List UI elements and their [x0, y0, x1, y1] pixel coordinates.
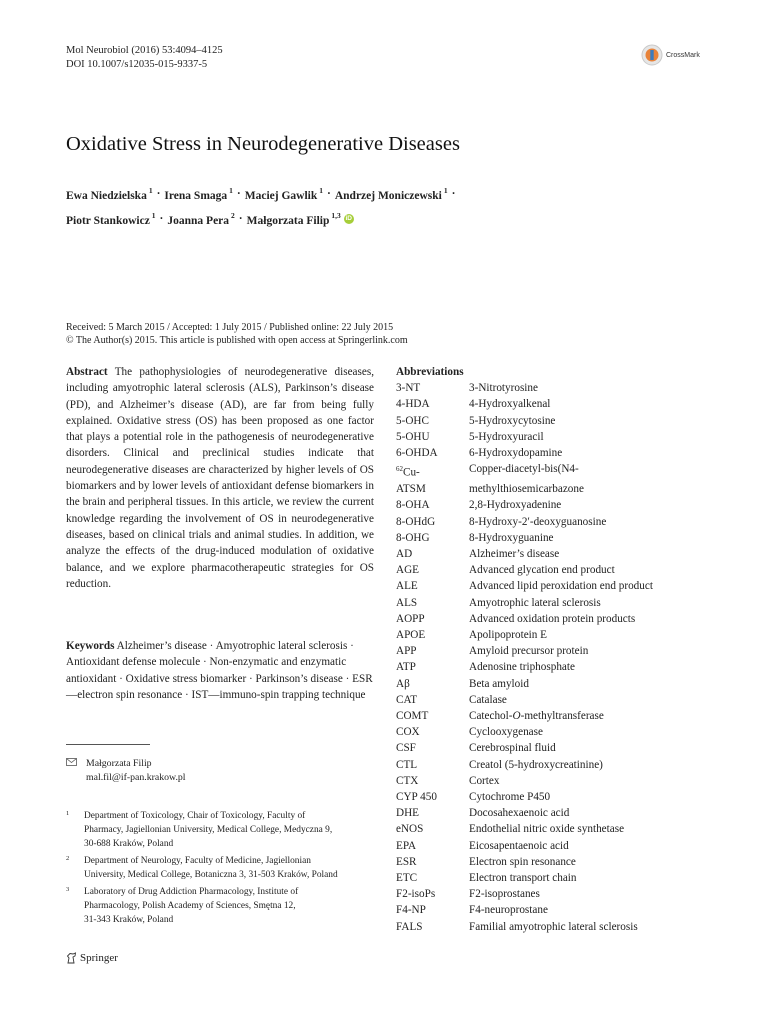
abbreviation-row: [396, 595, 696, 611]
abbreviation-definition: Creatol (5-hydroxycreatinine): [469, 758, 603, 771]
abbreviation-term: AOPP: [396, 612, 425, 625]
abbreviation-row: [396, 708, 696, 724]
abbreviation-row: [396, 757, 696, 773]
abstract-text: The pathophysiologies of neurodegenerative diseases, including amyotrophic lateral sclerosis (ALS), Parkinson’s disease (PD), and Alzheimer’s disease (AD), are far from being fully explained. Oxidative stress (OS) has been proposed as one factor that plays a potential role in the pathogenesis of neurodegenerative disorders. Clinical and preclinical studies indicate that neurodegenerative diseases are characterized by higher levels of OS biomarkers and by lower levels of antioxidant defense biomarkers in the brain and peripheral tissues. In this article, we review the current knowledge regarding the involvement of OS in neurodegenerative diseases, based on clinical trials and animal studies. In addition, we analyze the effects of the drug-induced modulation of oxidative balance, and we explore pharmacotherapeutic strategies for OS reduction.: [66, 366, 374, 590]
abbreviation-row: [396, 611, 696, 627]
abbreviation-definition: Endothelial nitric oxide synthetase: [469, 823, 625, 836]
abbreviation-row: [396, 514, 696, 530]
abbreviation-row: [396, 676, 696, 692]
author: Piotr Stankowicz $^1$: [66, 211, 156, 227]
corresponding-author: [66, 757, 186, 784]
abbreviation-definition: Cortex: [469, 774, 500, 787]
abbreviation-term: 4-HDA: [396, 398, 430, 411]
abbreviation-definition: Advanced glycation end product: [469, 564, 615, 577]
abbreviation-term: F4-NP: [396, 904, 426, 917]
author-line-2: Piotr Stankowicz $^1$ · Joanna Pera $^2$ · Małgorzata Filip $^{1,3}$ iD: [66, 206, 459, 231]
abbreviation-definition: Docosahexaenoic acid: [469, 807, 570, 820]
author: Joanna Pera $^2$: [167, 211, 235, 227]
publisher-logo: [66, 952, 118, 964]
abbreviation-row: [396, 805, 696, 821]
abbreviation-definition: F4-neuroprostane: [469, 904, 548, 917]
abbreviation-term: 5-OHC: [396, 414, 429, 427]
abbreviation-term: 8-OHdG: [396, 515, 436, 528]
abbreviation-definition: Cytochrome P450: [469, 791, 551, 804]
abbreviation-definition: Adenosine triphosphate: [469, 661, 575, 674]
abbreviation-term: ALE: [396, 580, 418, 593]
keywords: [66, 638, 374, 703]
abbreviation-term: 8-OHG: [396, 531, 430, 544]
abbreviation-row: [396, 481, 696, 497]
abbreviation-definition: Advanced oxidation protein products: [469, 612, 636, 625]
abbreviation-term: AGE: [396, 564, 419, 577]
copyright-line: © The Author(s) 2015. This article is published with open access at Springerlink.com: [66, 335, 408, 346]
abbreviation-definition: Beta amyloid: [469, 677, 529, 690]
abbreviation-term: $^{62}$Cu-: [396, 465, 420, 479]
abbreviation-term: 6-OHDA: [396, 447, 438, 460]
abbreviation-definition: Amyotrophic lateral sclerosis: [469, 596, 601, 609]
abbreviation-term: 8-OHA: [396, 499, 430, 512]
abbreviation-definition: Alzheimer’s disease: [469, 547, 560, 560]
abbreviation-definition: Eicosapentaenoic acid: [469, 839, 569, 852]
keywords-text: Alzheimer’s disease · Amyotrophic lateral sclerosis · Antioxidant defense molecule · Non-enzymatic and enzymatic antioxidant · Oxidative stress biomarker · Parkinson’s disease · ESR—electron spin resonance · IST—immuno-spin trapping technique: [66, 640, 373, 701]
abbreviation-definition: 8-Hydroxyguanine: [469, 531, 554, 544]
abstract-label: Abstract: [66, 366, 108, 378]
abbreviation-definition: Advanced lipid peroxidation end product: [469, 580, 653, 593]
abbreviation-term: Aβ: [396, 677, 410, 690]
envelope-icon: [66, 758, 77, 766]
abbreviation-term: CSF: [396, 742, 416, 755]
author: Irena Smaga $^1$: [164, 186, 233, 202]
abbreviation-term: CTX: [396, 774, 419, 787]
abbreviation-term: ALS: [396, 596, 418, 609]
affiliation-3: 3 Laboratory of Drug Addiction Pharmacology, Institute of Pharmacology, Polish Academy of Sciences, Smętna 12, 31-343 Kraków, Poland: [66, 886, 299, 925]
abbreviation-term: DHE: [396, 807, 419, 820]
author: Andrzej Moniczewski $^1$: [334, 186, 448, 202]
author: Ewa Niedzielska $^1$: [66, 186, 153, 202]
abbreviation-row: [396, 497, 696, 513]
abbreviation-term: 5-OHU: [396, 430, 430, 443]
abbreviation-row: [396, 413, 696, 429]
abbreviation-definition: 4-Hydroxyalkenal: [469, 398, 551, 411]
abbreviation-definition: Electron spin resonance: [469, 855, 576, 868]
crossmark-badge[interactable]: [641, 44, 700, 66]
abbreviation-row: [396, 919, 696, 935]
author-list: [66, 181, 459, 231]
abbreviation-term: CAT: [396, 693, 418, 706]
abbreviation-row: [396, 870, 696, 886]
abbreviation-row: [396, 429, 696, 445]
publisher-name: Springer: [80, 952, 118, 964]
abbreviation-definition: Catalase: [469, 693, 507, 706]
abbreviation-term: APP: [396, 645, 417, 658]
author: Maciej Gawlik $^1$: [244, 186, 323, 202]
abbreviation-term: FALS: [396, 920, 423, 933]
abbreviation-row: [396, 854, 696, 870]
abbreviation-row: [396, 546, 696, 562]
abbreviation-definition: Amyloid precursor protein: [469, 645, 589, 658]
abbreviation-definition: 2,8-Hydroxyadenine: [469, 499, 562, 512]
abbreviation-row: [396, 445, 696, 461]
abbreviation-row: [396, 773, 696, 789]
orcid-icon[interactable]: iD: [345, 214, 352, 222]
abbreviation-term: 3-NT: [396, 382, 421, 395]
abbreviation-row: [396, 659, 696, 675]
abbreviation-row: [396, 380, 696, 396]
abbreviation-term: AD: [396, 547, 413, 560]
abbreviation-term: eNOS: [396, 823, 424, 836]
abbreviation-definition: 6-Hydroxydopamine: [469, 447, 563, 460]
received-accepted-published: Received: 5 March 2015 / Accepted: 1 July 2015 / Published online: 22 July 2015: [66, 322, 394, 333]
affiliation-1: 1 Department of Toxicology, Chair of Toxicology, Faculty of Pharmacy, Jagiellonian University, Medical College, Medyczna 9, 30-688 Kraków, Poland: [66, 810, 333, 849]
journal-citation: Mol Neurobiol (2016) 53:4094–4125: [66, 45, 223, 56]
abbreviation-term: ATP: [396, 661, 416, 674]
abbreviation-definition: F2-isoprostanes: [469, 888, 540, 901]
crossmark-icon: [641, 44, 663, 66]
abbreviation-definition: methylthiosemicarbazone: [469, 483, 584, 496]
abbreviation-row: [396, 461, 696, 481]
keywords-label: Keywords: [66, 640, 115, 652]
abbreviation-row: [396, 530, 696, 546]
footnote-divider: [66, 744, 150, 745]
affiliation-2: 2 Department of Neurology, Faculty of Medicine, Jagiellonian University, Medical College, Botaniczna 3, 31-503 Kraków, Poland: [66, 855, 338, 880]
abbreviation-term: EPA: [396, 839, 417, 852]
abbreviation-definition: Copper-diacetyl-bis(N4-: [469, 463, 579, 476]
doi[interactable]: DOI 10.1007/s12035-015-9337-5: [66, 59, 208, 70]
abbreviation-definition: Catechol-O-methyltransferase: [469, 710, 604, 722]
abbreviation-definition: 3-Nitrotyrosine: [469, 382, 538, 395]
abbreviation-term: ESR: [396, 855, 417, 868]
abbreviations-list: [396, 364, 696, 935]
abbreviation-row: [396, 396, 696, 412]
abbreviation-term: CTL: [396, 758, 418, 771]
abbreviation-term: ETC: [396, 872, 418, 885]
abbreviation-definition: 5-Hydroxycytosine: [469, 414, 556, 427]
journal-header: [66, 44, 223, 72]
abbreviation-row: [396, 886, 696, 902]
abbreviation-definition: Familial amyotrophic lateral sclerosis: [469, 920, 638, 933]
abbreviation-row: [396, 740, 696, 756]
crossmark-label: CrossMark: [666, 51, 700, 59]
abbreviation-definition: 8-Hydroxy-2′-deoxyguanosine: [469, 515, 607, 528]
abbreviation-row: [396, 821, 696, 837]
author-line-1: Ewa Niedzielska $^1$ · Irena Smaga $^1$ · Maciej Gawlik $^1$ · Andrzej Moniczewski $^1$ ·: [66, 181, 459, 206]
abbreviation-term: ATSM: [396, 483, 426, 496]
abbreviation-row: [396, 789, 696, 805]
abbreviation-row: [396, 838, 696, 854]
abstract: [66, 364, 374, 592]
article-title: Oxidative Stress in Neurodegenerative Diseases: [66, 133, 460, 155]
contact-email[interactable]: mal.fil@if-pan.krakow.pl: [86, 771, 186, 783]
abbreviation-term: CYP 450: [396, 791, 437, 804]
abbreviation-row: [396, 692, 696, 708]
springer-horse-icon: [66, 952, 77, 964]
abbreviation-definition: Apolipoprotein E: [469, 628, 547, 641]
author: Małgorzata Filip $^{1,3}$: [246, 211, 341, 227]
abbreviation-term: COMT: [396, 710, 429, 722]
abbreviation-definition: Cerebrospinal fluid: [469, 742, 556, 755]
abbreviation-definition: Electron transport chain: [469, 872, 577, 885]
abbreviation-row: [396, 562, 696, 578]
abbreviation-definition: 5-Hydroxyuracil: [469, 430, 544, 443]
abbreviation-term: F2-isoPs: [396, 888, 436, 901]
abbreviation-row: [396, 627, 696, 643]
abbreviations-heading: Abbreviations: [396, 366, 464, 378]
publication-dates: [66, 321, 408, 347]
abbreviation-row: [396, 643, 696, 659]
abbreviation-term: COX: [396, 726, 420, 739]
abbreviation-term: APOE: [396, 628, 426, 641]
abbreviation-row: [396, 724, 696, 740]
abbreviation-definition: Cyclooxygenase: [469, 726, 543, 739]
abbreviation-row: [396, 578, 696, 594]
contact-name: Małgorzata Filip: [86, 758, 152, 769]
abbreviation-row: [396, 902, 696, 918]
